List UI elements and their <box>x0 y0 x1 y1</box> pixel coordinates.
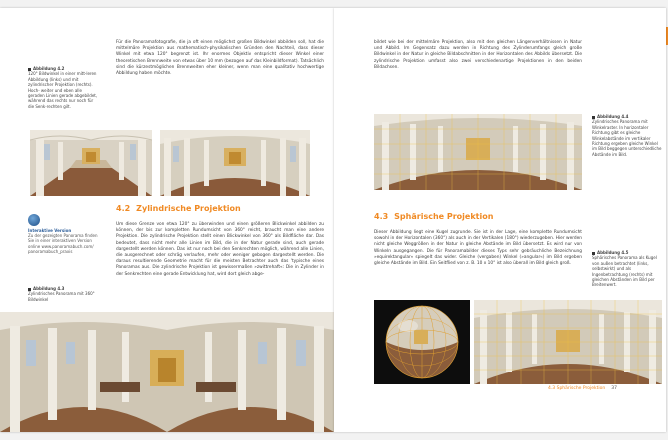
caption-text: Zylindrisches Panorama mit Winkelraster. In horizontaler Richtung gibt es gleiche Winkelabstände im vertikaler Richtung ergeben gleiche Winkel im Bild beggegen unterschiedliche Abstände im Bild. <box>592 119 662 157</box>
intro-text: Für die Panoramafotografie, die ja oft einen möglichst großen Bildwinkel abbilden soll, hat die mittelmäre Projektion aus mathematisch-physikalischen Gründen den Nachteil, dass dieser Winkel mit etwa 120° begrenzt ist. Ihr enormes Objektiv entspricht dieser Winkel einer theoretischen Brennweite von etwas über 10 mm (bezogen auf das Kleinbildformat). Tatsächlich sind die kürzestmöglichen Brennweiten eher kleiner, wenn man eine qualitativ hochwertige Abbildung haben möchte. <box>116 40 324 77</box>
globe-icon <box>28 214 40 226</box>
caption-marker-icon <box>592 116 595 119</box>
caption-4-2 <box>28 66 98 109</box>
caption-marker-icon <box>28 288 31 291</box>
continued-text: bildet wie bei der mittelmäre Projektion, also mit den gleichen Längenverhältnissen in Natur und Abbild. Im Gegensatz dazu werden in Richtung des Zylinderumfangs gleich große Bildwinkel in der Natur in gleiche Bildabschnitten in der Horizontalen des Abbilds übersetzt. Die zylindrische Projektion umfasst also zwei verschiedenartige Projektionen in den beiden Bildachsen. <box>374 40 582 70</box>
church-photo-rectilinear <box>30 130 152 196</box>
heading-number: 4.2 <box>116 204 131 213</box>
caption-marker-icon <box>592 252 595 255</box>
web-note-title: Interaktive Version <box>28 228 72 233</box>
section-4-3-text: Dieser Abbildung liegt eine Kugel zugrunde. Sie ist in der Lage, eine komplette Rundumsicht sowohl in der Horizontalen (360°) als auch in der Vertikalen (180°) wiederzugeben. Hier werden nicht gleiche Weggrößen in der Natur in gleiche Abstände im Bild übersetzt. Es wird nur von Winkeln ausgegangen. Die für Panoramabilder dieses Typs sehr gebräuchliche Bezeichnung »equirektangular« spiegelt das wider. Gleiche (vergaben) Winkel (»angular«) im Bild ergeben gleiche Abstände im Bild. Ein Seitflied von z. B. 10 x 10° ist also überall im Bild gleich groß. <box>374 230 582 267</box>
caption-label: Abbildung 4.4 <box>597 114 629 119</box>
heading-title: Sphärische Projektion <box>394 212 494 221</box>
caption-text: Zylindrisches Panorama mit 360° Bildwinkel <box>28 291 95 302</box>
heading-title: Zylindrische Projektion <box>136 204 241 213</box>
caption-4-5 <box>592 250 662 288</box>
caption-label: Abbildung 4.3 <box>33 286 65 291</box>
caption-4-4 <box>592 114 662 157</box>
caption-marker-icon <box>28 68 31 71</box>
page-footer <box>548 386 617 391</box>
caption-text: Sphärisches Panorama als Kugel von außen betrachtet (links, selbstwirkt) und als Ingenbetrachtung (rechts) mit gleichen Abständen im Bild per Breitenwert. <box>592 255 657 288</box>
footer-section: 4.3 Sphärische Projektion <box>548 386 606 391</box>
sphere-outside-view <box>374 300 470 384</box>
section-heading-4-2 <box>116 204 241 213</box>
church-panorama-360 <box>0 312 334 432</box>
page-number: 37 <box>611 386 617 391</box>
interactive-version-note <box>28 228 100 254</box>
equirectangular-panorama-grid <box>474 300 662 384</box>
right-page <box>334 8 666 432</box>
section-4-2-text: Um diese Grenze von etwa 120° zu überwinden und einen größeren Blickwinkel abbilden zu können, der bis zur kompletten Rundumsicht von 360° reicht, braucht man eine andere Projektion. Die zylindrische Projektion stellt einen Blickwinkel von 360° als Bildfläche dar. Das bedeutet, dass nicht mehr alle Linien im Bild, die in der Natur gerade sind, auch gerade dargestellt werden können. Das ist nur noch bei den Senkrechten möglich, während alle Linien, die ausgerechnet oder schräg verlaufen, mehr oder weniger gebogen dargestellt werden. Die daraus resultierende Geometrie macht für die meisten Betrachter auch das 'typische eines Panoramas aus. Die zylindrische Projektion ist gewissermaßen »zwittrehaft«: Die in Zylinder in der Senkrechten eine gerade Entwicklung hat, wird dort gleich abge- <box>116 222 324 277</box>
web-note-text: Zu der gezeigten Panorama finden Sie in einer interaktiven Version online www.panoramabuch.com/ panoramabuch_praxis <box>28 233 98 254</box>
left-page <box>0 8 334 432</box>
cylindrical-panorama-grid <box>374 114 582 190</box>
caption-label: Abbildung 4.2 <box>33 66 65 71</box>
heading-number: 4.3 <box>374 212 389 221</box>
section-heading-4-3 <box>374 212 493 221</box>
caption-4-3 <box>28 286 100 302</box>
caption-text: 120° Bildwinkel in einer mitt-leren Abbildung (links) und mit zylindrischer Projektion (rechts). Hoch- weiter und eben alle geraden Linien gerade abgebildet, während das rechts nur noch für die Senk-rechten gilt. <box>28 71 98 109</box>
caption-label: Abbildung 4.5 <box>597 250 629 255</box>
church-photo-cylindrical <box>160 130 310 196</box>
